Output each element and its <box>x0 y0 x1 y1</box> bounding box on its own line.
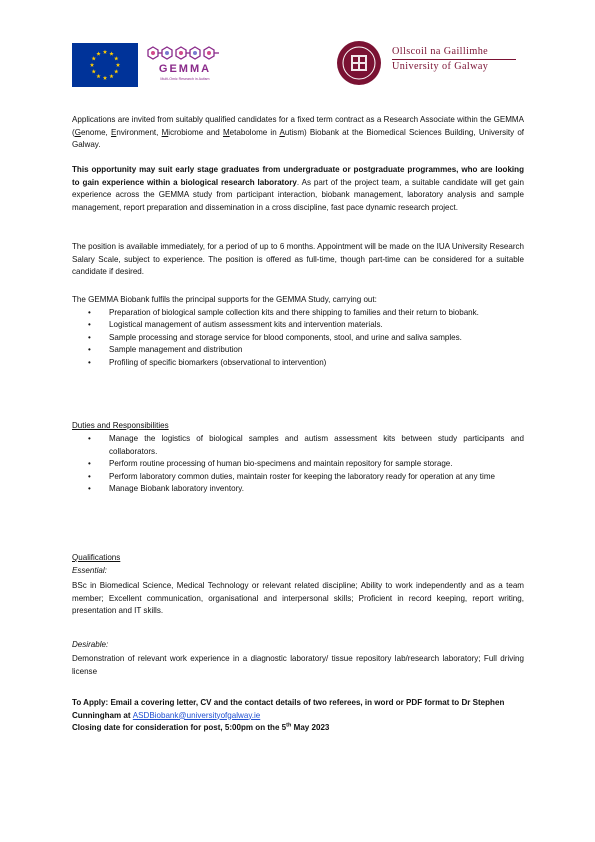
biobank-list <box>72 307 524 370</box>
qualifications-heading: Qualifications <box>72 553 121 562</box>
apply-label: To Apply: <box>72 698 109 707</box>
gemma-tagline: Multi-Omic Research in Autism <box>160 77 210 81</box>
gemma-logo <box>145 44 225 88</box>
university-divider <box>392 59 516 60</box>
intro-text: Applications are invited from suitably qualified candidates for a fixed term contract as a Research Associate within the GEMMA ( <box>72 115 524 137</box>
list-item: • Profiling of specific biomarkers (observational to intervention) <box>72 357 524 370</box>
apply-text: Email a covering letter, CV and the contact details of two referees, in word or PDF format to Dr Stephen Cunningham at <box>72 698 505 720</box>
duties-heading: Duties and Responsibilities <box>72 421 169 430</box>
essential-label: Essential: <box>72 566 107 575</box>
duties-list <box>72 433 524 496</box>
essential-text: BSc in Biomedical Science, Medical Technology or relevant related discipline; Ability to work independently and as a team member; Excellent communication, organisational and interpersonal skills; Proficient in record keeping, report writing, presentation and IT skills. <box>72 581 524 615</box>
biobank-intro: The GEMMA Biobank fulfils the principal supports for the GEMMA Study, carrying out: <box>72 295 377 304</box>
molecule-icon <box>145 44 225 62</box>
list-item: • Manage Biobank laboratory inventory. <box>72 483 524 496</box>
acronym-m: M <box>161 127 169 137</box>
email-link[interactable]: ASDBiobank@universityofgalway.ie <box>132 710 261 720</box>
list-item: • Preparation of biological sample collection kits and there shipping to families and their return to biobank. <box>72 307 524 320</box>
biobank-section <box>72 294 524 369</box>
list-item: • Manage the logistics of biological samples and autism assessment kits between study participants and collaborators. <box>72 433 524 458</box>
eu-stars-icon <box>72 43 138 87</box>
intro-paragraph <box>72 114 524 152</box>
intro-text: etabolome in <box>229 127 280 137</box>
list-item: • Perform laboratory common duties, maintain roster for keeping the laboratory ready for operation at any time <box>72 471 524 484</box>
university-name-irish: Ollscoil na Gaillimhe <box>392 46 489 57</box>
eu-flag-logo <box>72 43 138 87</box>
intro-text: icrobiome and <box>168 127 223 137</box>
apply-section <box>72 697 524 735</box>
closing-date-text: Closing date for consideration for post, 5:00pm on the 5 <box>72 723 287 732</box>
list-item: • Perform routine processing of human bio-specimens and maintain repository for sample storage. <box>72 458 524 471</box>
closing-date-text: May 2023 <box>291 723 330 732</box>
opportunity-bold-text: This opportunity may suit early stage graduates from undergraduate or postgraduate programmes, who are looking to gain experience within a biological research laboratory <box>72 165 524 187</box>
acronym-m: M <box>222 127 230 137</box>
acronym-a: A <box>279 127 285 137</box>
desirable-section <box>72 653 524 678</box>
acronym-g: G <box>74 127 81 137</box>
intro-text: enome, <box>80 127 111 137</box>
gemma-wordmark: GEMMA <box>158 63 212 75</box>
list-item: • Logistical management of autism assessment kits and intervention materials. <box>72 319 524 332</box>
university-name-english: University of Galway <box>392 61 489 72</box>
essential-section <box>72 580 524 618</box>
list-item: • Sample processing and storage service for blood components, stool, and urine and saliva samples. <box>72 332 524 345</box>
desirable-text: Demonstration of relevant work experience in a diagnostic laboratory/ tissue repository lab/research laboratory; Full driving license <box>72 654 524 676</box>
intro-text: utism) Biobank at the Biomedical Sciences Building, University of Galway. <box>72 127 525 149</box>
university-crest-logo <box>336 40 382 86</box>
opportunity-paragraph <box>72 164 524 214</box>
acronym-e: E <box>110 127 117 137</box>
closing-date-superscript: th <box>286 722 292 729</box>
opportunity-text: . As part of the project team, a suitable candidate will get gain experience across the GEMMA study from participant interaction, biobank management, laboratory analysis and sample management, report preparation and dissemination in a cross discipline, fast pace dynamic research project. <box>72 177 524 212</box>
position-paragraph <box>72 241 524 279</box>
crest-icon <box>336 40 382 86</box>
desirable-label: Desirable: <box>72 640 109 649</box>
list-item: • Sample management and distribution <box>72 344 524 357</box>
duties-section <box>72 433 524 496</box>
intro-text: nvironment, <box>116 127 162 137</box>
position-text: The position is available immediately, for a period of up to 6 months. Appointment will be made on the IUA University Research Salary Scale, subject to experience. The position is offered as full-time, though part-time can be considered for a suitable candidate if desired. <box>72 242 524 276</box>
